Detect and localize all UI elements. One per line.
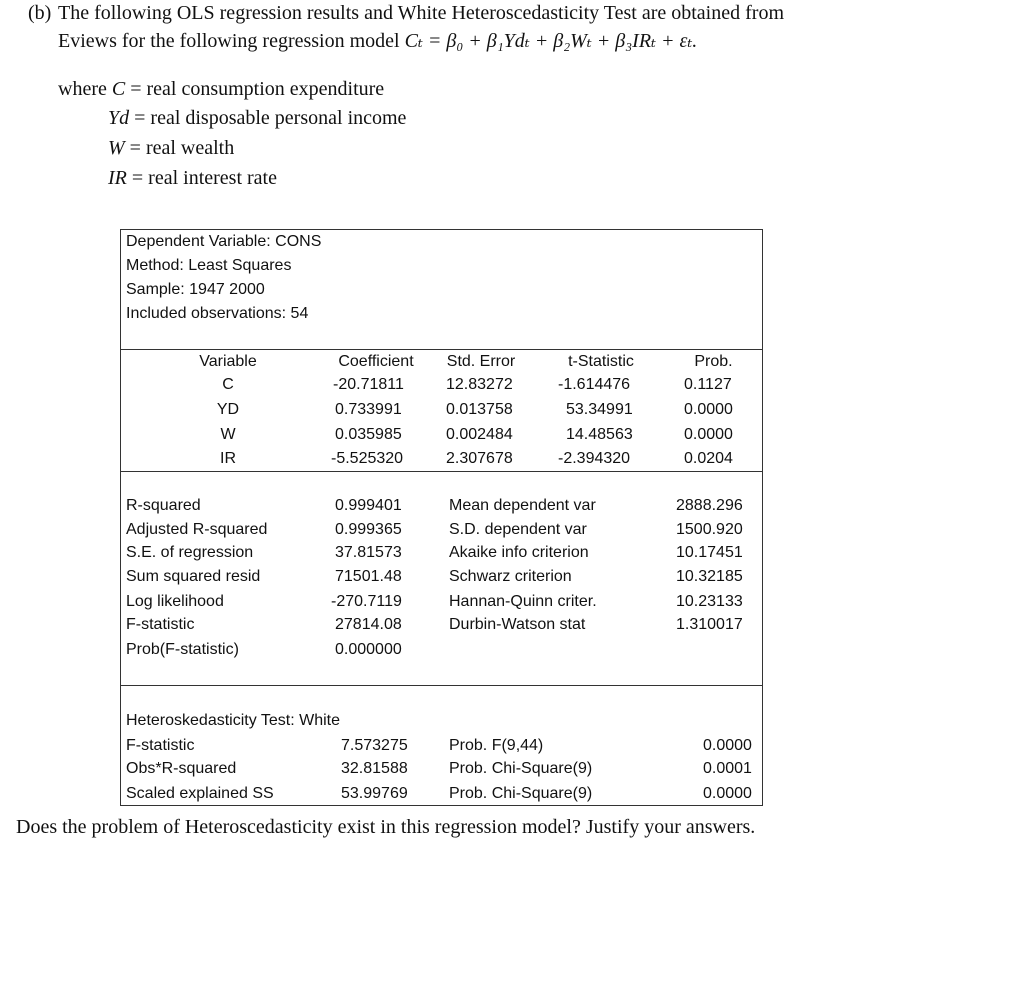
definition-ir <box>108 167 277 190</box>
stat-value: 10.17451 <box>676 544 743 561</box>
col-header-t-statistic: t-Statistic <box>568 353 634 370</box>
definition-symbol-c: C <box>111 78 126 100</box>
col-header-prob: Prob. <box>694 353 733 370</box>
question-line-1: The following OLS regression results and White Heteroscedasticity Test are obtained from <box>58 2 784 24</box>
white-label: F-statistic <box>126 737 195 754</box>
stat-label: Hannan-Quinn criter. <box>449 593 597 610</box>
white-prob-label: Prob. Chi-Square(9) <box>449 760 593 777</box>
cell-std-error: 12.83272 <box>446 376 513 393</box>
stat-value: 71501.48 <box>335 568 402 585</box>
white-label: Obs*R-squared <box>126 760 237 777</box>
definition-text-w: = real wealth <box>129 137 235 159</box>
divider <box>121 685 762 686</box>
stat-label: Akaike info criterion <box>449 544 589 561</box>
cell-coefficient: 0.035985 <box>335 426 402 443</box>
definition-text-ir: = real interest rate <box>131 167 277 189</box>
stat-value: 27814.08 <box>335 616 402 633</box>
cell-std-error: 2.307678 <box>446 450 513 467</box>
where-word: where <box>58 78 107 100</box>
stat-label: Sum squared resid <box>126 568 261 585</box>
white-value: 32.81588 <box>341 760 408 777</box>
col-header-variable: Variable <box>199 353 257 370</box>
question-line-2 <box>58 28 697 53</box>
definition-yd <box>108 107 406 130</box>
stat-label: R-squared <box>126 497 201 514</box>
definition-text-yd: = real disposable personal income <box>134 107 407 129</box>
stat-label: Durbin-Watson stat <box>449 616 586 633</box>
white-prob-label: Prob. F(9,44) <box>449 737 544 754</box>
white-test-title: Heteroskedasticity Test: White <box>126 712 341 729</box>
cell-prob: 0.0000 <box>684 401 733 418</box>
cell-t-statistic: 14.48563 <box>566 426 633 443</box>
stat-label: S.D. dependent var <box>449 521 587 538</box>
question-prompt: Does the problem of Heteroscedasticity exist in this regression model? Justify your answers. <box>16 816 756 838</box>
white-label: Scaled explained SS <box>126 785 274 802</box>
definition-symbol-yd: Yd <box>108 107 130 129</box>
stat-label: Log likelihood <box>126 593 224 610</box>
col-header-coefficient: Coefficient <box>338 353 414 370</box>
cell-variable: W <box>220 426 236 443</box>
regression-formula: Cₜ = β₀ + β₁Ydₜ + β₂Wₜ + β₃IRₜ + εₜ. <box>404 30 698 52</box>
stat-value: 37.81573 <box>335 544 402 561</box>
stat-value: 1.310017 <box>676 616 743 633</box>
definitions-where <box>58 78 384 101</box>
stat-label: Schwarz criterion <box>449 568 572 585</box>
stat-label: Adjusted R-squared <box>126 521 268 538</box>
white-value: 53.99769 <box>341 785 408 802</box>
definition-symbol-w: W <box>108 137 125 159</box>
definition-text-c: = real consumption expenditure <box>130 78 385 100</box>
question-line-2-text: Eviews for the following regression model <box>58 30 400 52</box>
stat-label: Mean dependent var <box>449 497 596 514</box>
cell-coefficient: 0.733991 <box>335 401 402 418</box>
white-value: 7.573275 <box>341 737 408 754</box>
definition-w <box>108 137 234 160</box>
white-prob-label: Prob. Chi-Square(9) <box>449 785 593 802</box>
cell-t-statistic: -1.614476 <box>558 376 631 393</box>
divider <box>121 471 762 472</box>
stat-value: 0.000000 <box>335 641 402 658</box>
definition-symbol-ir: IR <box>108 167 127 189</box>
white-prob-value: 0.0000 <box>703 737 752 754</box>
header-sample: Sample: 1947 2000 <box>126 281 265 298</box>
cell-coefficient: -5.525320 <box>331 450 404 467</box>
stat-value: 1500.920 <box>676 521 743 538</box>
stat-value: -270.7119 <box>331 593 402 610</box>
stat-label: S.E. of regression <box>126 544 254 561</box>
cell-coefficient: -20.71811 <box>333 376 404 393</box>
header-dependent-variable: Dependent Variable: CONS <box>126 233 322 250</box>
cell-prob: 0.0000 <box>684 426 733 443</box>
header-method: Method: Least Squares <box>126 257 292 274</box>
cell-t-statistic: 53.34991 <box>566 401 633 418</box>
cell-variable: YD <box>216 401 240 418</box>
stat-label: F-statistic <box>126 616 195 633</box>
cell-variable: C <box>222 376 234 393</box>
white-prob-value: 0.0001 <box>703 760 752 777</box>
stat-value: 0.999401 <box>335 497 402 514</box>
col-header-std-error: Std. Error <box>446 353 516 370</box>
cell-prob: 0.0204 <box>684 450 733 467</box>
stat-value: 0.999365 <box>335 521 402 538</box>
question-label: (b) <box>28 2 52 24</box>
divider <box>121 349 762 350</box>
cell-std-error: 0.013758 <box>446 401 513 418</box>
cell-t-statistic: -2.394320 <box>558 450 631 467</box>
cell-std-error: 0.002484 <box>446 426 513 443</box>
cell-variable: IR <box>220 450 236 467</box>
stat-value: 2888.296 <box>676 497 743 514</box>
eviews-output-table <box>120 229 763 806</box>
header-observations: Included observations: 54 <box>126 305 309 322</box>
white-prob-value: 0.0000 <box>703 785 752 802</box>
cell-prob: 0.1127 <box>684 376 732 393</box>
stat-value: 10.23133 <box>676 593 743 610</box>
stat-label: Prob(F-statistic) <box>126 641 239 658</box>
stat-value: 10.32185 <box>676 568 743 585</box>
